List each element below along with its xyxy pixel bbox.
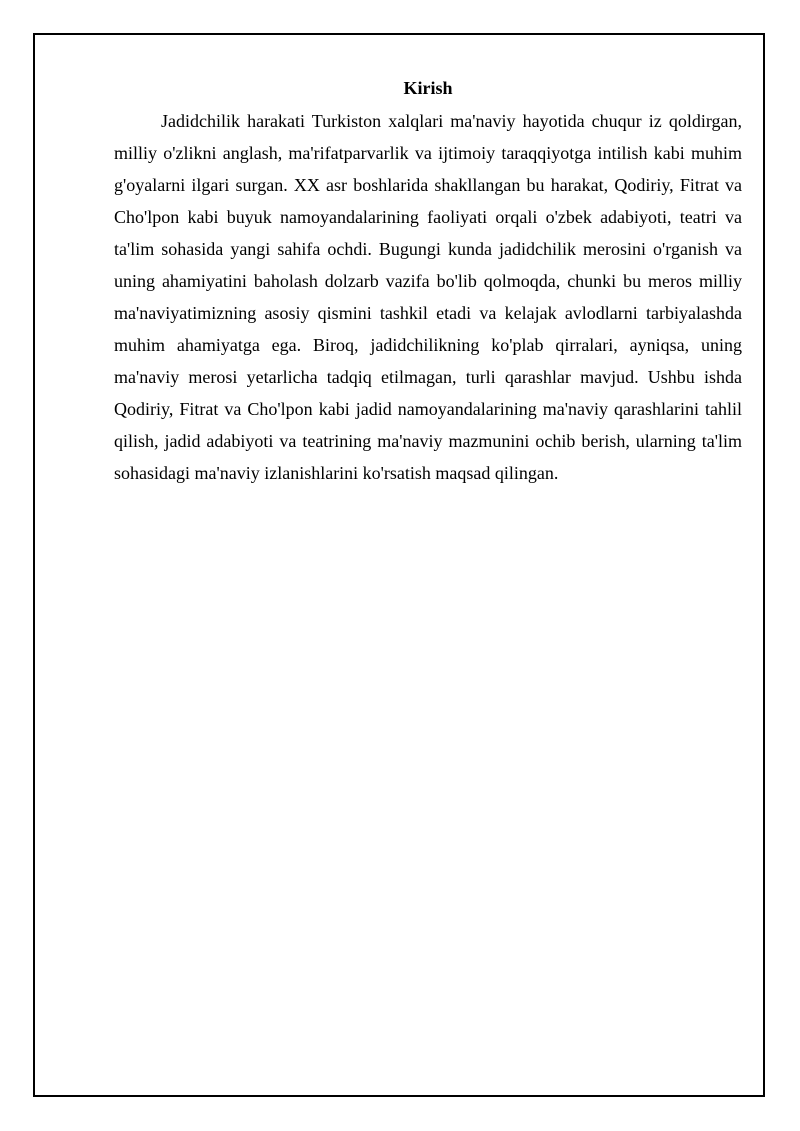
page-content <box>114 74 742 489</box>
body-paragraph: Jadidchilik harakati Turkiston xalqlari ma'naviy hayotida chuqur iz qoldirgan, milliy o'zlikni anglash, ma'rifatparvarlik va ijtimoiy taraqqiyotga intilish kabi muhim g'oyalarni ilgari surgan. XX asr boshlarida shakllangan bu harakat, Qodiriy, Fitrat va Cho'lpon kabi buyuk namoyandalarining faoliyati orqali o'zbek adabiyoti, teatri va ta'lim sohasida yangi sahifa ochdi. Bugungi kunda jadidchilik merosini o'rganish va uning ahamiyatini baholash dolzarb vazifa bo'lib qolmoqda, chunki bu meros milliy ma'naviyatimizning asosiy qismini tashkil etadi va kelajak avlodlarni tarbiyalashda muhim ahamiyatga ega. Biroq, jadidchilikning ko'plab qirralari, ayniqsa, uning ma'naviy merosi yetarlicha tadqiq etilmagan, turli qarashlar mavjud. Ushbu ishda Qodiriy, Fitrat va Cho'lpon kabi jadid namoyandalarining ma'naviy qarashlarini tahlil qilish, jadid adabiyoti va teatrining ma'naviy mazmunini ochib berish, ularning ta'lim sohasidagi ma'naviy izlanishlarini ko'rsatish maqsad qilingan. <box>114 111 742 483</box>
section-title: Kirish <box>403 78 453 98</box>
